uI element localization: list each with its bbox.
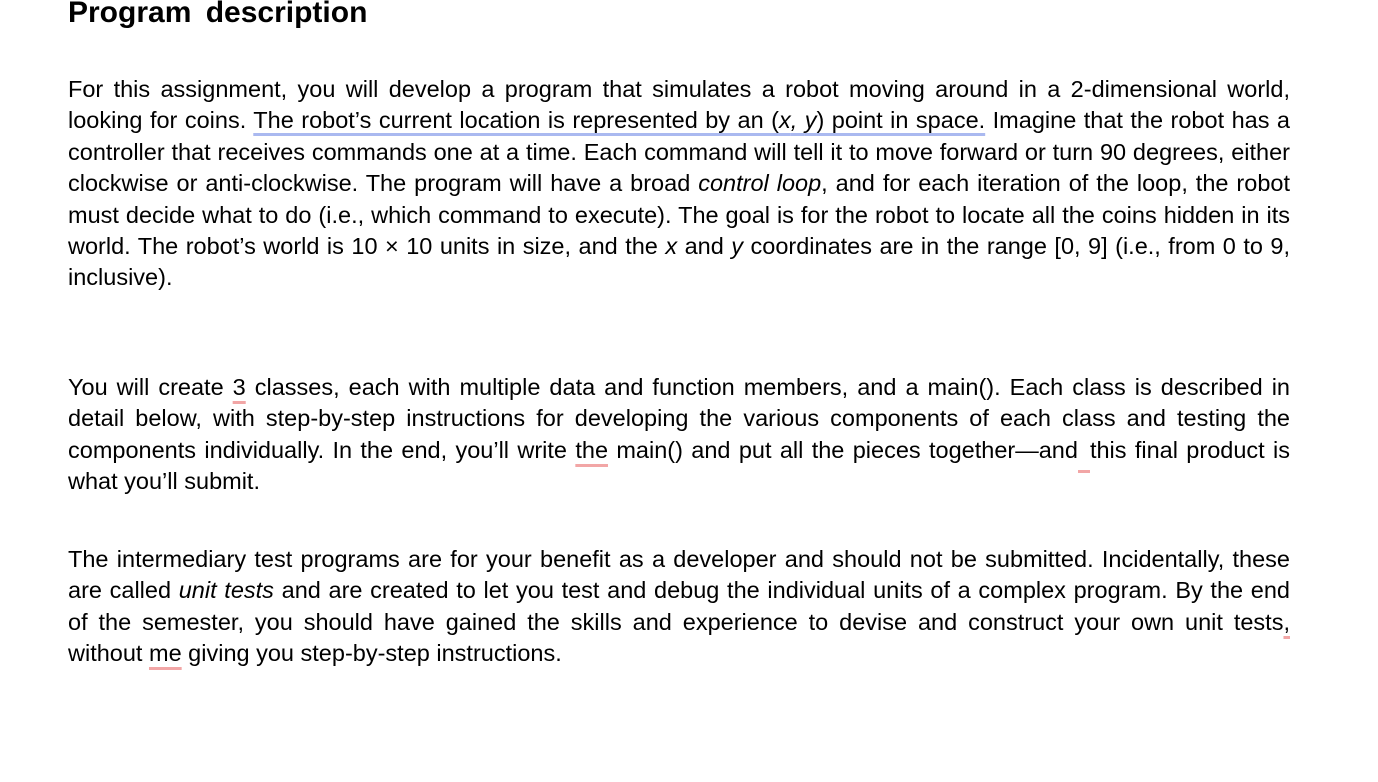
text-run: For this assignment, you will develop a program that simulates a robot moving around in a 2-dimensional world, looking for coins. (68, 76, 1290, 134)
text-run: classes, each with multiple data and function members, and a main(). Each class is described in detail below, with step-by-step instructions for developing the various components of each class and testing the components individually. In the end, you’ll write (68, 374, 1290, 463)
paragraph-classes (68, 372, 1290, 498)
spelling-underline[interactable]: 3 (232, 374, 246, 400)
text-run: ) point in space. (816, 107, 986, 134)
text-run: coordinates are in the range [0 (743, 233, 1075, 260)
italic-control-loop: control loop (698, 170, 822, 197)
page-title: Program description (68, 0, 368, 29)
text-run: Imagine that the robot has a controller that receives commands one at a time. Each command will tell it to move forward or turn 90 degrees, either clockwise or anti-clockwise. The program will have a broad (68, 107, 1290, 197)
spelling-mark[interactable] (1078, 448, 1090, 466)
text-run: The intermediary test programs are for your benefit as a developer and should not be submitted. Incidentally, these are called (68, 546, 1290, 604)
document-page (68, 0, 1291, 667)
italic-x-coordinate: x (665, 233, 678, 260)
text-run: without (68, 640, 149, 667)
text-run: , and for each iteration of the loop, the robot must decide what to do (i.e., which command to execute). The goal is for the robot to locate all the coins hidden in its world. The robot’s world is 10 × 10 units in size, and the (68, 170, 1290, 260)
paragraph-program-overview (68, 74, 1290, 294)
grammar-suggestion-underline[interactable] (253, 107, 985, 133)
spelling-underline[interactable]: me (149, 640, 182, 667)
text-run: You will create (68, 374, 233, 400)
text-run: giving you step-by-step instructions. (181, 640, 562, 667)
paragraph-unit-tests (68, 544, 1290, 670)
italic-x: x (778, 107, 791, 134)
text-run: and (677, 233, 732, 260)
text-run: main() and put all the pieces together—and (608, 436, 1078, 463)
spelling-underline[interactable]: , (1283, 608, 1290, 635)
italic-y-coordinate: y (731, 233, 744, 260)
text-run: , 9] (i.e., from 0 to 9, inclusive). (68, 233, 1291, 291)
spelling-underline[interactable]: the (575, 436, 609, 463)
italic-comma: , (790, 107, 805, 134)
italic-unit-tests: unit tests (178, 577, 274, 604)
text-run: and are created to let you test and debug the individual units of a complex program. By the end of the semester, you should have gained the skills and experience to devise and construct your own unit tests (68, 577, 1290, 635)
italic-y: y (804, 107, 817, 134)
text-run: this final product is what you’ll submit. (68, 436, 1291, 495)
text-run: The robot’s current location is represented by an ( (253, 107, 779, 134)
